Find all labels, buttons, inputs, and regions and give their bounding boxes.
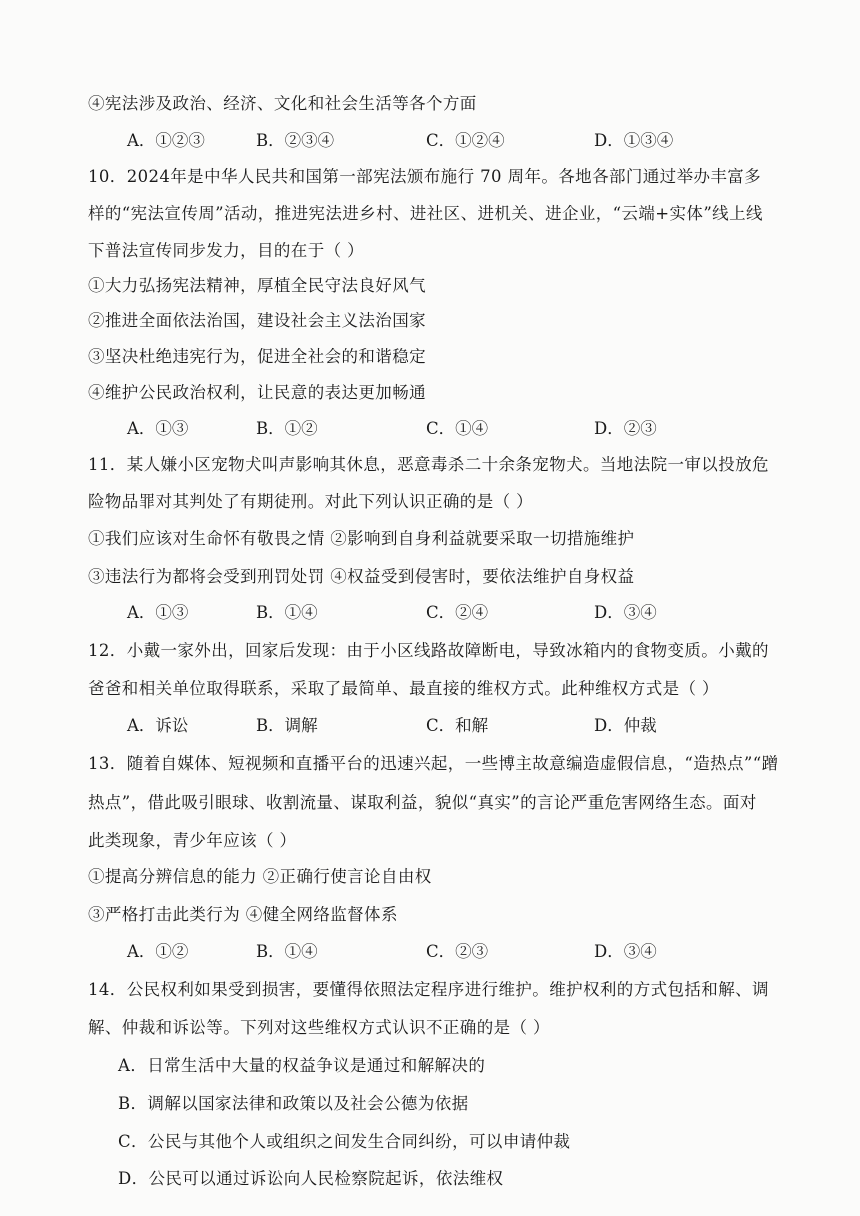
option-a: A．诉讼 (127, 716, 189, 735)
option-b: B．①④ (256, 603, 318, 622)
q9-options (0, 130, 860, 152)
option-b: B．①② (256, 419, 318, 438)
q14-stem-line-2: 解、仲裁和诉讼等。下列对这些维权方式认识不正确的是（ ） (88, 1018, 550, 1037)
q13-stem-line-2: 热点”，借此吸引眼球、收割流量、谋取利益，貌似“真实”的言论严重危害网络生态。面对 (88, 793, 757, 812)
q10-statement-1: ①大力弘扬宪法精神，厚植全民守法良好风气 (88, 276, 426, 295)
option-c: C．②④ (426, 603, 489, 622)
option-a: A．①③ (127, 419, 189, 438)
option-d: D．②③ (594, 419, 657, 438)
option-b: B．②③④ (256, 131, 335, 150)
q13-stem-line-1: 13．随着自媒体、短视频和直播平台的迅速兴起，一些博主故意编造虚假信息，“造热点”“蹭 (88, 754, 779, 773)
option-c: C．①②④ (426, 131, 505, 150)
q12-options (0, 715, 860, 737)
option-d: D．③④ (594, 603, 657, 622)
q14-stem-line-1: 14．公民权利如果受到损害，要懂得依照法定程序进行维护。维护权利的方式包括和解、调 (88, 980, 769, 999)
q14-option-c: C．公民与其他个人或组织之间发生合同纠纷，可以申请仲裁 (118, 1132, 571, 1151)
q13-statements-3-4: ③严格打击此类行为 ④健全网络监督体系 (88, 905, 398, 924)
q12-stem-line-1: 12．小戴一家外出，回家后发现：由于小区线路故障断电，导致冰箱内的食物变质。小戴的 (88, 641, 769, 660)
q13-options (0, 941, 860, 963)
q13-stem-line-3: 此类现象，青少年应该（ ） (88, 831, 297, 850)
q11-statements-3-4: ③违法行为都将会受到刑罚处罚 ④权益受到侵害时，要依法维护自身权益 (88, 567, 635, 586)
q11-statements-1-2: ①我们应该对生命怀有敬畏之情 ②影响到自身利益就要采取一切措施维护 (88, 529, 635, 548)
q10-statement-2: ②推进全面依法治国，建设社会主义法治国家 (88, 311, 426, 330)
q10-options (0, 418, 860, 440)
option-a: A．①② (127, 942, 189, 961)
q14-option-a: A．日常生活中大量的权益争议是通过和解解决的 (118, 1056, 486, 1075)
q11-stem-line-2: 险物品罪对其判处了有期徒刑。对此下列认识正确的是（ ） (88, 492, 534, 511)
option-b: B．①④ (256, 942, 318, 961)
option-d: D．①③④ (594, 131, 674, 150)
option-a: A．①②③ (127, 131, 205, 150)
option-d: D．③④ (594, 942, 657, 961)
q13-statements-1-2: ①提高分辨信息的能力 ②正确行使言论自由权 (88, 867, 432, 886)
option-d: D．仲裁 (594, 716, 657, 735)
option-c: C．①④ (426, 419, 489, 438)
q11-options (0, 602, 860, 624)
q10-stem-line-1: 10．2024年是中华人民共和国第一部宪法颁布施行 70 周年。各地各部门通过举办丰富多 (88, 167, 762, 186)
q14-option-b: B．调解以国家法律和政策以及社会公德为依据 (118, 1094, 469, 1113)
option-b: B．调解 (256, 716, 318, 735)
option-c: C．和解 (426, 716, 489, 735)
option-a: A．①③ (127, 603, 189, 622)
q14-option-d: D．公民可以通过诉讼向人民检察院起诉，依法维权 (118, 1169, 504, 1188)
q10-stem-line-2: 样的“宪法宣传周”活动，推进宪法进乡村、进社区、进机关、进企业，“云端+实体”线上线 (88, 204, 763, 223)
q12-stem-line-2: 爸爸和相关单位取得联系，采取了最简单、最直接的维权方式。此种维权方式是（ ） (88, 679, 719, 698)
q10-stem-line-3: 下普法宣传同步发力，目的在于（ ） (88, 241, 365, 260)
q9-statement-4: ④宪法涉及政治、经济、文化和社会生活等各个方面 (88, 94, 477, 113)
q10-statement-3: ③坚决杜绝违宪行为，促进全社会的和谐稳定 (88, 347, 426, 366)
option-c: C．②③ (426, 942, 489, 961)
q11-stem-line-1: 11．某人嫌小区宠物犬叫声影响其休息，恶意毒杀二十余条宠物犬。当地法院一审以投放危 (88, 455, 769, 474)
q10-statement-4: ④维护公民政治权利，让民意的表达更加畅通 (88, 383, 426, 402)
